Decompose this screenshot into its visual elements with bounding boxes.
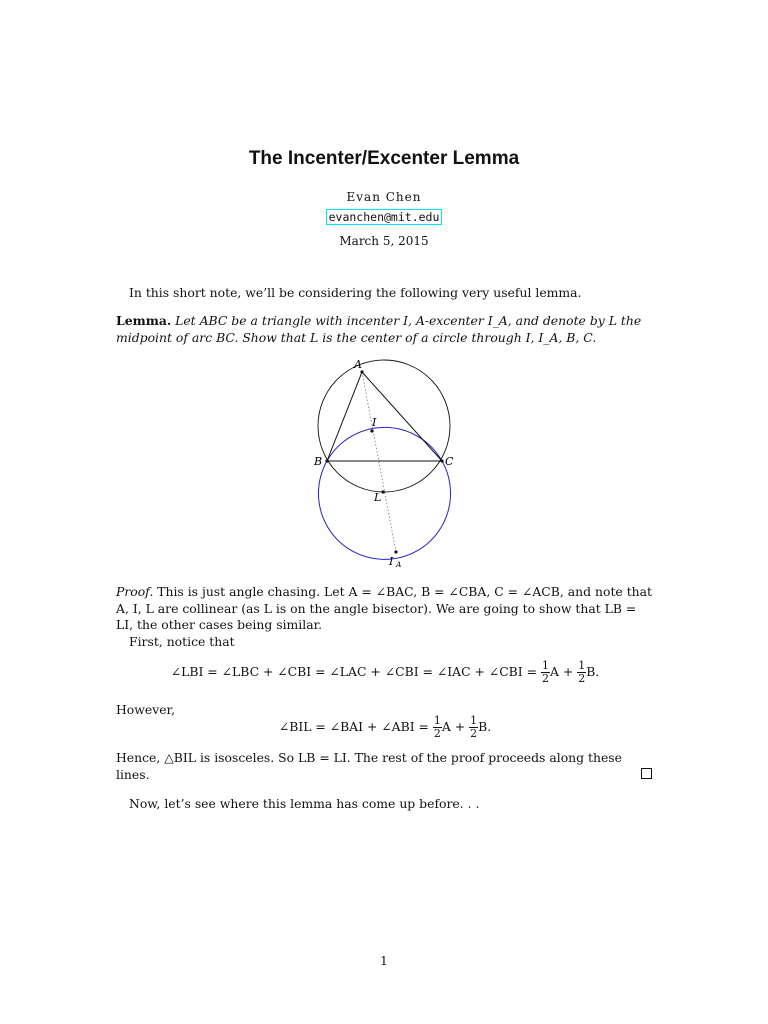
frac-num: 1 — [578, 659, 586, 672]
label-c: C — [445, 455, 454, 468]
label-i: I — [372, 416, 377, 429]
equation-1 — [116, 660, 654, 685]
qed-square-icon — [641, 768, 652, 779]
excircle-arc — [319, 427, 451, 559]
paper-title: The Incenter/Excenter Lemma — [248, 148, 520, 169]
point-l — [381, 490, 384, 493]
frac-num: 1 — [433, 714, 441, 727]
frac-num: 1 — [470, 714, 478, 727]
proof-text: This is just angle chasing. Let A = ∠BAC, B = ∠CBA, C = ∠ACB, and note that A, I, L are collinear (as L is on the angle bisector). We are going to show that LB = LI, the other cases being similar. — [116, 584, 653, 632]
label-a: A — [354, 358, 362, 371]
proof-label: Proof. — [116, 584, 154, 599]
label-l: L — [374, 491, 382, 504]
lemma-figure — [300, 355, 470, 570]
eq1-end: B. — [586, 664, 600, 679]
lemma-label: Lemma. — [116, 313, 172, 328]
proof-paragraph — [116, 584, 654, 634]
frac-den: 2 — [578, 672, 586, 685]
lemma-text: Let ABC be a triangle with incenter I, A-excenter I_A, and denote by L the midpoint of arc BC. Show that L is the center of a circle through I, I_A, B, C. — [116, 313, 642, 345]
point-c — [440, 459, 443, 462]
frac-den: 2 — [541, 672, 549, 685]
eq2-end: B. — [478, 719, 492, 734]
lemma-statement — [116, 313, 654, 346]
fraction-half — [541, 660, 550, 685]
equation-2 — [116, 715, 654, 740]
point-i — [370, 429, 373, 432]
label-ia-subscript: A — [396, 560, 402, 569]
however-text: However, — [116, 702, 176, 717]
intro-paragraph: In this short note, we’ll be considering the following very useful lemma. — [129, 285, 582, 300]
angle-bisector-line — [362, 372, 396, 552]
paper-date: March 5, 2015 — [339, 234, 429, 248]
frac-den: 2 — [470, 727, 478, 740]
eq1-prefix: ∠LBI = ∠LBC + ∠CBI = ∠LAC + ∠CBI = ∠IAC + ∠CBI = — [170, 664, 537, 679]
frac-den: 2 — [433, 727, 441, 740]
author-email-link[interactable]: evanchen@mit.edu — [326, 209, 443, 225]
frac-num: 1 — [541, 659, 549, 672]
point-b — [325, 459, 328, 462]
label-b: B — [314, 455, 323, 468]
fraction-half — [577, 660, 586, 685]
fraction-half — [469, 715, 478, 740]
eq2-prefix: ∠BIL = ∠BAI + ∠ABI = — [278, 719, 429, 734]
page-number: 1 — [380, 954, 388, 968]
fraction-half — [433, 715, 442, 740]
eq2-mid: A + — [441, 719, 466, 734]
closing-paragraph: Now, let’s see where this lemma has come up before. . . — [129, 796, 480, 811]
eq1-mid: A + — [549, 664, 574, 679]
label-ia: I — [389, 555, 394, 568]
point-ia — [394, 550, 397, 553]
proof-first: First, notice that — [129, 634, 235, 649]
hence-paragraph: Hence, △BIL is isosceles. So LB = LI. The rest of the proof proceeds along these lines. — [116, 750, 623, 782]
author-name: Evan Chen — [346, 190, 422, 204]
circumcircle — [318, 360, 450, 492]
